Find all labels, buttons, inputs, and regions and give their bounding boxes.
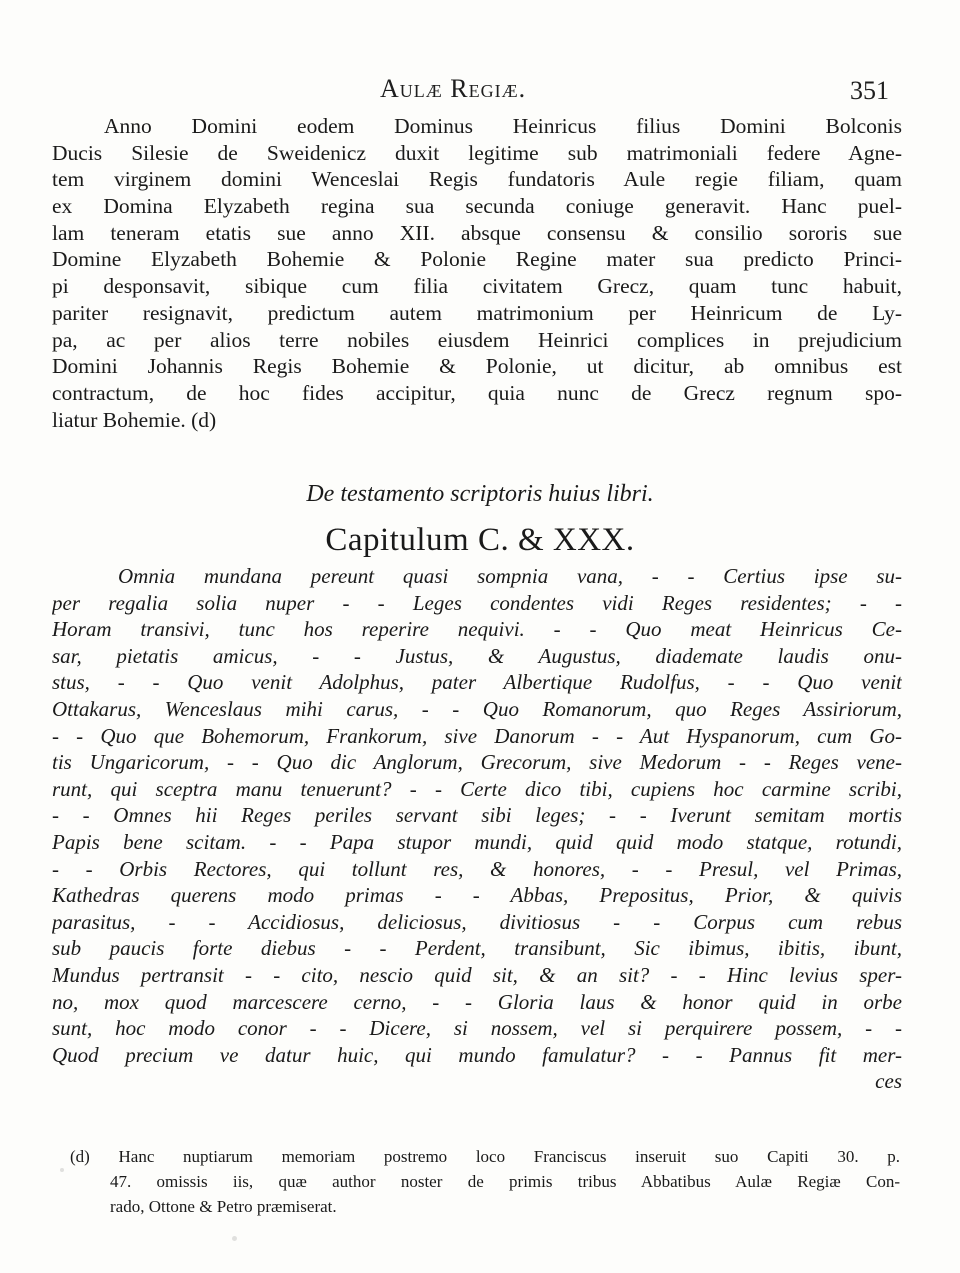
text-line: Anno Domini eodem Dominus Heinricus filius Domini Bolconis xyxy=(104,114,902,138)
poem-line: sunt, hoc modo conor - - Dicere, si nossem, vel si perquirere possem, - - xyxy=(52,1016,902,1041)
text-line: ex Domina Elyzabeth regina sua secunda coniuge generavit. Hanc puel- xyxy=(52,194,902,219)
paragraph-anno-domini xyxy=(52,113,902,433)
poem-line: sar, pietatis amicus, - - Justus, & Augustus, diademate laudis onu- xyxy=(52,643,902,668)
poem-line: Ottakarus, Wenceslaus mihi carus, - - Quo Romanorum, quo Reges Assiriorum, xyxy=(52,696,902,721)
text-line: liatur Bohemie. (d) xyxy=(52,407,217,432)
poem-line: Papis bene scitam. - - Papa stupor mundi, quid quid modo statque, rotundi, xyxy=(52,829,902,854)
text-line: Domine Elyzabeth Bohemie & Polonie Regine mater sua predicto Princi- xyxy=(52,247,902,272)
text-line: tem virginem domini Wenceslai Regis fundatoris Aule regie filiam, quam xyxy=(52,167,902,192)
running-title: Aulæ Regiæ. xyxy=(380,74,527,103)
poem-line: tis Ungaricorum, - - Quo dic Anglorum, Grecorum, sive Medorum - - Reges vene- xyxy=(52,750,902,775)
section-title: De testamento scriptoris huius libri. xyxy=(306,481,654,507)
poem-line: - - Orbis Rectores, qui tollunt res, & honores, - - Presul, vel Primas, xyxy=(52,856,902,881)
poem-line: runt, qui sceptra manu tenuerunt? - - Certe dico tibi, cupiens hoc carmine scribi, xyxy=(52,776,902,801)
text-line: Ducis Silesie de Sweidenicz duxit legitime sub matrimoniali federe Agne- xyxy=(52,140,902,165)
chapter-title: Capitulum C. & XXX. xyxy=(325,522,635,558)
poem-line: - - Quo que Bohemorum, Frankorum, sive Danorum - - Aut Hyspanorum, cum Go- xyxy=(52,723,902,748)
poem-line: stus, - - Quo venit Adolphus, pater Albertique Rudolfus, - - Quo venit xyxy=(52,670,902,695)
footnote xyxy=(70,1144,900,1219)
ink-speck xyxy=(232,1236,237,1241)
poem-line: Kathedras querens modo primas - - Abbas, Prepositus, Prior, & quivis xyxy=(52,883,902,908)
footnote-line: (d) Hanc nuptiarum memoriam postremo loco Franciscus inseruit suo Capiti 30. p. xyxy=(70,1147,900,1166)
footnote-line: 47. omissis iis, quæ author noster de primis tribus Abbatibus Aulæ Regiæ Con- xyxy=(110,1172,900,1191)
poem-line: sub paucis forte diebus - - Perdent, transibunt, Sic ibimus, ibitis, ibunt, xyxy=(52,936,902,961)
text-line: pi desponsavit, sibique cum filia civitatem Grecz, quam tunc habuit, xyxy=(52,274,902,299)
text-line: lam teneram etatis sue anno XII. absque consensu & consilio sororis sue xyxy=(52,220,902,245)
poem-line: Horam transivi, tunc hos reperire nequivi. - - Quo meat Heinricus Ce- xyxy=(52,617,902,642)
poem-line: Mundus pertransit - - cito, nescio quid sit, & an sit? - - Hinc levius sper- xyxy=(52,962,902,987)
running-head xyxy=(0,74,960,108)
poem-line: - - Omnes hii Reges periles servant sibi leges; - - Iverunt semitam mortis xyxy=(52,803,902,828)
catchword: ces xyxy=(875,1069,902,1094)
text-line: pa, ac per alios terre nobiles eiusdem Heinrici complices in prejudicium xyxy=(52,327,902,352)
poem-line: per regalia solia nuper - - Leges condentes vidi Reges residentes; - - xyxy=(52,590,902,615)
text-line: pariter resignavit, predictum autem matrimonium per Heinricum de Ly- xyxy=(52,300,902,325)
ink-speck xyxy=(60,1168,64,1172)
poem-line: no, mox quod marcescere cerno, - - Gloria laus & honor quid in orbe xyxy=(52,989,902,1014)
footnote-line: rado, Ottone & Petro præmiserat. xyxy=(110,1197,337,1216)
poem-text xyxy=(52,563,902,1095)
poem-line: Omnia mundana pereunt quasi sompnia vana, - - Certius ipse su- xyxy=(118,564,902,588)
poem-line: Quod precium ve datur huic, qui mundo famulatur? - - Pannus fit mer- xyxy=(52,1042,902,1067)
text-line: Domini Johannis Regis Bohemie & Polonie, ut dicitur, ab omnibus est xyxy=(52,354,902,379)
text-line: contractum, de hoc fides accipitur, quia nunc de Grecz regnum spo- xyxy=(52,380,902,405)
poem-line: parasitus, - - Accidiosus, deliciosus, divitiosus - - Corpus cum rebus xyxy=(52,909,902,934)
page-number: 351 xyxy=(850,76,889,105)
